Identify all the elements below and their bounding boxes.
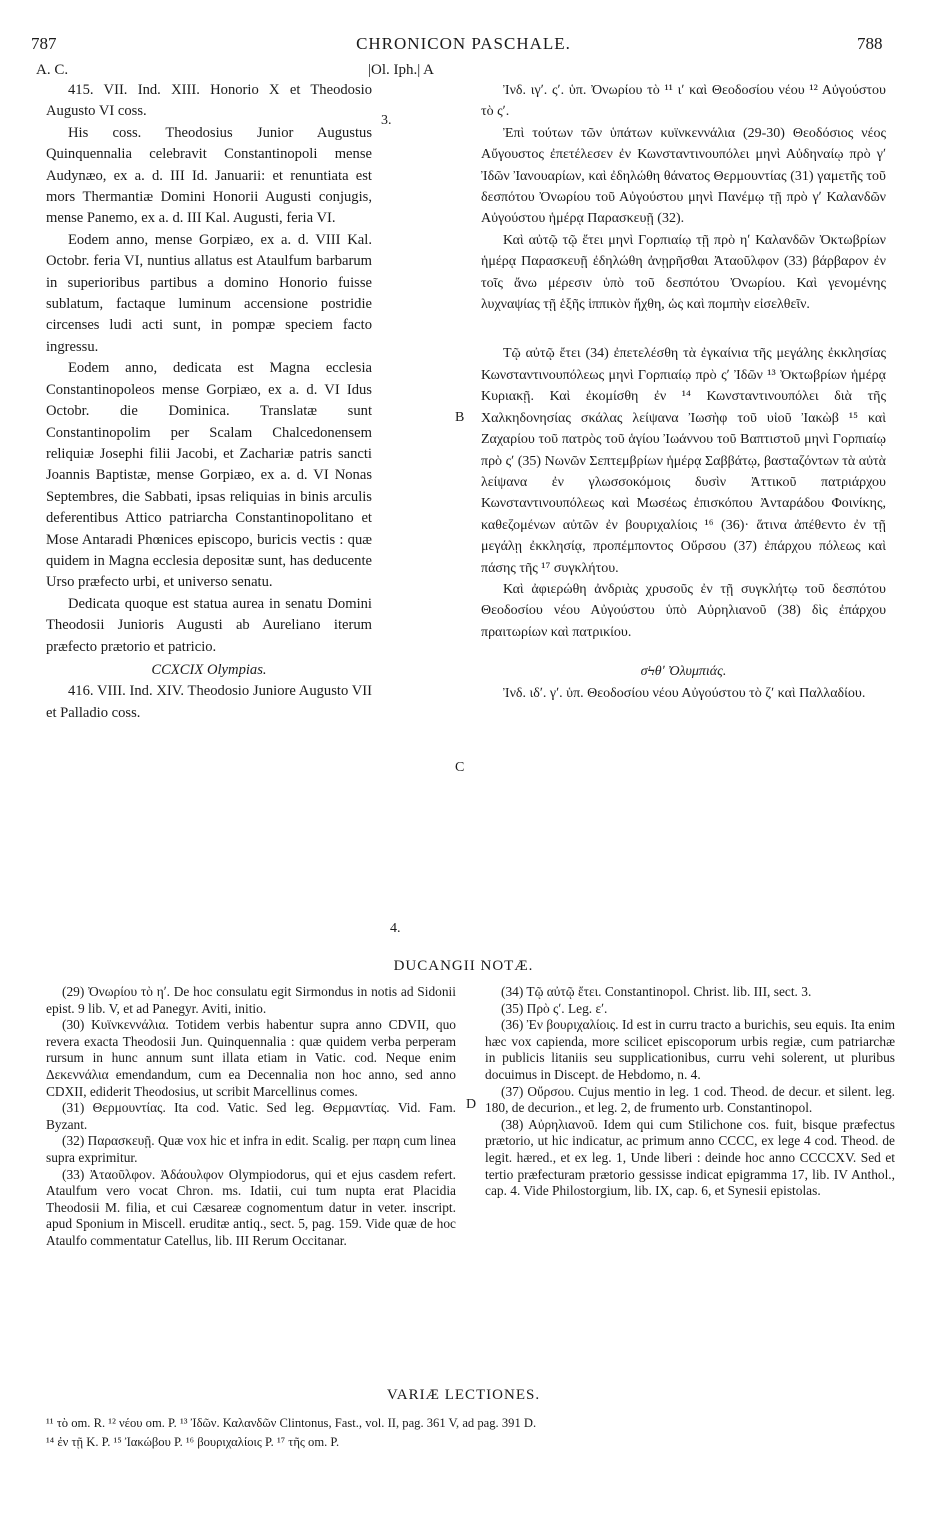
greek-paragraph: Ἰνδ. ιδʹ. γʹ. ὑπ. Θεοδοσίου νέου Αὐγούστου τὸ ζʹ καὶ Παλλαδίου. (503, 685, 866, 701)
greek-paragraph: Καὶ ἀφιερώθη ἀνδριὰς χρυσοῦς ἐν τῇ συγκλήτῳ τοῦ δεσπότου Θεοδοσίου νέου Αὐγούστου ὑπὸ Αὐρηλιανοῦ (38) δὶς ἐπάρχου πραιτωρίων καὶ πατρικίου. (481, 581, 886, 640)
latin-olympiad-heading: CCXCIX Olympias. (151, 661, 267, 678)
note-entry: (37) Οὔρσου. Cujus mentio in leg. 1 cod. Theod. de decur. et silent. leg. 180, de decurion., et leg. 2, de frumento urb. Constantinopol. (485, 1083, 895, 1116)
greek-paragraph: Τῷ αὐτῷ ἔτει (34) ἐπετελέσθη τὰ ἐγκαίνια τῆς μεγάλης ἐκκλησίας Κωνσταντινουπόλεως μηνὶ Γορπιαίῳ πρὸ ςʹ Ἰδῶν ¹³ Ὀκτωβρίων ἡμέρᾳ Κυριακῇ. Καὶ ἐκομίσθη ἐν ¹⁴ Κωνσταντινουπόλει διὰ τῆς Χαλκηδονησίας σκάλας λείψανα Ἰωσὴφ τοῦ υἱοῦ Ἰακὼβ ¹⁵ καὶ Ζαχαρίου τοῦ πατρὸς τοῦ ἁγίου Ἰωάννου τοῦ Βαπτιστοῦ μηνὶ Γορπιαίῳ πρὸ ςʹ (35) Νωνῶν Σεπτεμβρίων ἡμέρᾳ Σαββάτῳ, βασταζόντων τὰ αὐτὰ λείψανα ἐν γλωσσοκόμοις δυσὶν Ἀττικοῦ πατριάρχου Κωνσταντινουπόλεως καὶ Μωσέως ἐπισκόπου Ἀνταράδου Φοινίκης, καθεζομένων αὐτῶν ἐν βουριχαλίοις ¹⁶ (36)· ἅτινα ἀπέθεντο ἐν τῇ μεγάλῃ ἐκκλησίᾳ, προπέμποντος Οὔρσου (37) ἐπάρχου πόλεως καὶ πάσης τῆς ¹⁷ συγκλήτου. (481, 346, 886, 576)
margin-number-3: 3. (381, 113, 392, 128)
note-entry: (30) Κυϊνκεννάλια. Totidem verbis habentur supra anno CDVII, quo revera exacta Theodosii Jun. Quinquennalia : quæ quidem verba perperam rursum in hunc annum sunt illata etiam in Vatic. cod. Neque enim Δεκεννάλια emendandum, cum ea Decennalia non hoc anno, sed anno CDXII, ediderit Theodosius, ut scribit Marcellinus comes. (46, 1017, 456, 1099)
notes-right-column (485, 984, 895, 1200)
latin-paragraph: His coss. Theodosius Junior Augustus Quinquennalia celebravit Constantinopoli mense Audynæo, ex a. d. III Id. Januarii: et renuntiata est mors Thermantiæ Domini Honorii Augusti conjugis, mense Panemo, ex a. d. III Kal. Augusti, feria VI. (46, 124, 372, 227)
note-entry: (35) Πρὸ ςʹ. Leg. εʹ. (501, 1000, 608, 1016)
page-number-left: 787 (31, 34, 57, 53)
notes-left-column (46, 984, 456, 1250)
note-entry: (31) Θερμουντίας. Ita cod. Vatic. Sed leg. Θερμαντίας. Vid. Fam. Byzant. (46, 1100, 456, 1132)
margin-number-4: 4. (390, 921, 401, 936)
margin-letter-c: C (455, 760, 465, 775)
olympiad-label: |Ol. Iph.| A (368, 62, 435, 78)
page-number-right: 788 (857, 34, 883, 53)
notes-heading: DUCANGII NOTÆ. (393, 958, 534, 974)
latin-paragraph: Eodem anno, mense Gorpiæo, ex a. d. VIII Kal. Octobr. feria VI, nuntius allatus est Ataulfum barbarum in superioribus partibus a domino Honorio fuisse sublatum, factaque luminum accensione postridie circenses ludi acti sunt, in pompæ speciem facto ingressu. (46, 231, 372, 355)
note-entry: (33) Ἀταοῦλφον. Ἀδάουλφον Olympiodorus, qui et ejus casdem refert. Ataulfum vero vocat Chron. ms. Idatii, cui tum nupta erat Placidia Theodosii M. filia, et cui Cæsareæ cognomentum datur in veter. inscript. apud Sponium in Miscell. eruditæ antiq., sect. 5, pag. 159. Vide quæ de hoc Ataulfo commentatur Catellus, lib. III Rerum Occitanar. (46, 1166, 456, 1248)
note-entry: (32) Παρασκευῇ. Quæ vox hic et infra in edit. Scalig. per παρη cum linea supra exprimitur. (46, 1133, 456, 1165)
margin-letter-b: B (455, 410, 465, 425)
latin-column (46, 80, 372, 724)
latin-paragraph: Dedicata quoque est statua aurea in senatu Domini Theodosii Junioris Augusti ab Aureliano iterum præfecto prætorio et patricio. (46, 595, 372, 655)
note-entry: (36) Ἐν βουριχαλίοις. Id est in curru tracto a burichis, seu equis. Ita enim hæc vox capienda, more scilicet episcoporum urbis regiæ, cum patriarchæ in publicis litaniis seu supplicationibus, curru vehi solerent, ut pluribus docuimus in Discept. de Hebdomo, n. 4. (485, 1017, 895, 1082)
note-entry: (34) Τῷ αὐτῷ ἔτει. Constantinopol. Christ. lib. III, sect. 3. (501, 984, 812, 999)
variae-line: ¹¹ τὸ om. R. ¹² νέου om. P. ¹³ Ἰδῶν. Καλανδῶν Clintonus, Fast., vol. II, pag. 361 V, ad pag. 391 D. (46, 1416, 537, 1430)
greek-paragraph: Ἰνδ. ιγʹ. ςʹ. ὑπ. Ὀνωρίου τὸ ¹¹ ιʹ καὶ Θεοδοσίου νέου ¹² Αὐγούστου τὸ ςʹ. (481, 83, 886, 120)
greek-paragraph: Καὶ αὐτῷ τῷ ἔτει μηνὶ Γορπιαίῳ τῇ πρὸ ηʹ Καλανδῶν Ὀκτωβρίων ἡμέρᾳ Παρασκευῇ ἐδηλώθη ἀνῃρῆσθαι Ἀταοῦλφον (33) βάρβαρον ἐν τοῖς ἄνω μέρεσιν ὑπὸ τοῦ δεσπότου Ὀνωρίου. Καὶ γενομένης λυχναψίας τῇ ἑξῆς ἱππικὸν ἤχθη, ὡς καὶ πομπὴν εἰσελθεῖν. (481, 232, 886, 313)
greek-column (481, 80, 886, 704)
note-entry: (29) Ὀνωρίου τὸ ηʹ. De hoc consulatu egit Sirmondus in notis ad Sidonii epist. 9 lib. V, et ad Panegyr. Aviti, initio. (46, 984, 456, 1016)
running-title: CHRONICON PASCHALE. (356, 34, 571, 53)
year-label: A. C. (36, 62, 69, 78)
latin-paragraph: 415. VII. Ind. XIII. Honorio X et Theodosio Augusto VI coss. (46, 82, 372, 120)
latin-paragraph: Eodem anno, dedicata est Magna ecclesia Constantinopoleos mense Gorpiæo, ex a. d. VI Idus Octobr. die Dominica. Translatæ sunt Constantinopolim per Scalam Chalcedonensem reliquiæ Josephi filii Jacobi, et Zachariæ patris sancti Joannis Baptistæ, mense Gorpiæo, ex a. d. VI Nonas Septembres, die Sabbati, ipsas reliquias in binis arculis deferentibus Attico patriarcha Constantinopolitano et Mose Antaradi Phœnices episcopo, buricis vectis : quæ quidem in Magna ecclesia depositæ sunt, has deducente Urso præfecto urbi, et universo senatu. (46, 360, 372, 591)
greek-olympiad-heading: σϞθʹ Ὀλυμπιάς. (640, 664, 727, 680)
latin-paragraph: 416. VIII. Ind. XIV. Theodosio Juniore Augusto VII et Palladio coss. (46, 683, 372, 721)
greek-paragraph: Ἐπὶ τούτων τῶν ὑπάτων κυϊνκεννάλια (29-30) Θεοδόσιος νέος Αὔγουστος ἐπετέλεσεν ἐν Κωνσταντινουπόλει μηνὶ Αὐδηναίῳ πρὸ γʹ Ἰδῶν Ἰανουαρίων, καὶ ἐδηλώθη θάνατος Θερμουντίας (31) γαμετῆς τοῦ δεσπότου Ὀνωρίου τοῦ Αὐγούστου μηνὶ Πανέμῳ τῇ πρὸ γʹ Καλανδῶν Αὐγούστου ἡμέρᾳ Παρασκευῇ (32). (481, 125, 886, 227)
variae-lectiones-heading: VARIÆ LECTIONES. (386, 1387, 541, 1403)
note-entry: (38) Αὐρηλιανοῦ. Idem qui cum Stilichone cos. fuit, bisque præfectus prætorio, ut hic indicatur, ac primum anno CCCC, ex lege 4 cod. Theod. de legit. hæred., et ex leg. 1, Unde liberi : deinde hoc anno CCCCXV. Sed et tertio præfecturam prætorio gessisse indicat epigramma 17, lib. IV Anthol., cap. 4. Vide Philostorgium, lib. IX, cap. 6, et Synesii epistolas. (485, 1116, 895, 1199)
variae-line: ¹⁴ ἐν τῇ Κ. P. ¹⁵ Ἰακώβου P. ¹⁶ βουριχαλίοις P. ¹⁷ τῆς om. P. (46, 1435, 340, 1449)
margin-letter-d: D (466, 1097, 477, 1112)
